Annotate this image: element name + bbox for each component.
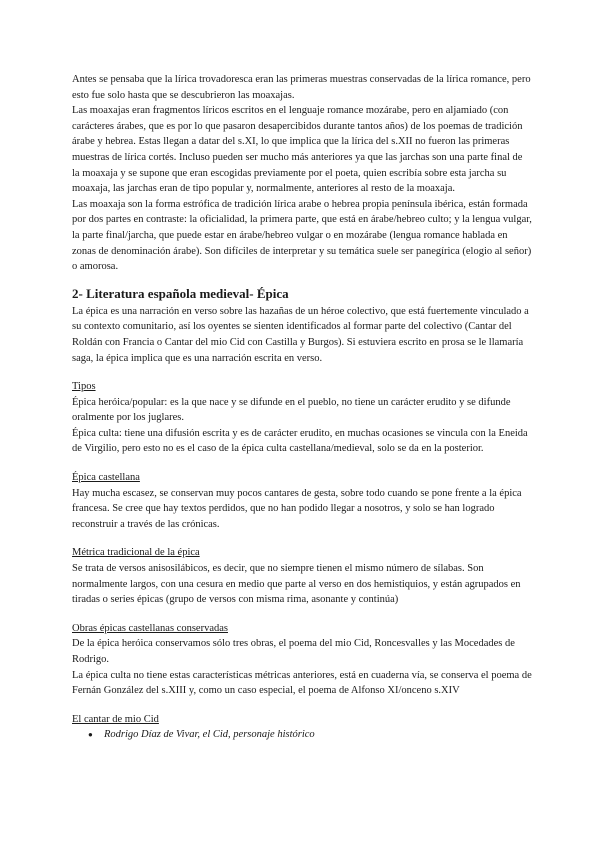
section-intro: La épica es una narración en verso sobre las hazañas de un héroe colectivo, que está fuertemente vinculado a su contexto comunitario, así los oyentes se sienten identificados al formar parte del colectivo (Cantar del Roldán con Francia o Cantar del mio Cid con Castilla y Burgos). Si estuviera escrito en prosa se le llamaría saga, la épica implica que es una narración escrita en verso. bbox=[72, 305, 529, 364]
obras-paragraph-1: De la épica heróica conservamos sólo tres obras, el poema del mio Cid, Roncesvalles y las Mocedades de Rodrigo. bbox=[72, 638, 515, 665]
metrica-paragraph: Se trata de versos anisosilábicos, es decir, que no siempre tienen el mismo número de sílabas. Son normalmente largos, con una cesura en medio que parte al verso en dos hemistiquios, y están agrupados en tiradas o series épicas (grupo de versos con misma rima, asonante y continúa) bbox=[72, 563, 521, 606]
list-item-text: Rodrigo Díaz de Vivar, el Cid, personaje histórico bbox=[104, 729, 315, 741]
subheading-tipos: Tipos bbox=[72, 381, 96, 393]
subheading-metrica: Métrica tradicional de la épica bbox=[72, 547, 200, 559]
intro-paragraph-1: Antes se pensaba que la lírica trovadoresca eran las primeras muestras conservadas de la lírica romance, pero esto fue solo hasta que se descubrieron las moaxajas. bbox=[72, 74, 531, 101]
tipos-paragraph-1: Épica heróica/popular: es la que nace y se difunde en el pueblo, no tiene un carácter erudito y se difunde oralmente por los juglares. bbox=[72, 396, 511, 424]
subheading-cantar-mio-cid: El cantar de mio Cid bbox=[72, 713, 159, 725]
obras-paragraph-2: La épica culta no tiene estas características métricas anteriores, está en cuaderna vía, se conserva el poema de Fernán González del s.XIII y, como un caso especial, el poema de Alfonso XI/onceno s.XIV bbox=[72, 669, 532, 697]
subheading-epica-castellana: Épica castellana bbox=[72, 472, 140, 484]
document-page bbox=[72, 72, 532, 743]
subheading-obras: Obras épicas castellanas conservadas bbox=[72, 622, 228, 634]
list-item bbox=[88, 727, 532, 743]
cid-bullet-list bbox=[72, 727, 532, 743]
castellana-paragraph: Hay mucha escasez, se conservan muy pocos cantares de gesta, sobre todo cuando se pone frente a la épica francesa. Se cree que hay textos perdidos, que no han podido llegar a nosotros, y solo se han logrado reconstruir a través de las crónicas. bbox=[72, 487, 522, 530]
intro-paragraph-2: Las moaxajas eran fragmentos líricos escritos en el lenguaje romance mozárabe, pero en aljamiado (con carácteres árabes, que es por lo que pasaron desapercibidos durante tantos años) de los poemas de tradición árabe y hebrea. Estas llegan a datar del s.XI, lo que implica que la lírica del s.XII no fueron las primeras muestras de lírica cortés. Incluso pueden ser mucho más anteriores ya que las jarchas son una parte final de la moaxaja y se supone que eran escogidas previamente por el poeta, quien escribía sobre esta jarcha su moaxaja, las jarchas eran de tipo popular y, normalmente, anteriores al resto de la moaxaja. bbox=[72, 105, 523, 195]
tipos-paragraph-2: Épica culta: tiene una difusión escrita y es de carácter erudito, en muchas ocasiones se vincula con la Eneida de Virgilio, pero esto no es el caso de la épica culta castellana/medieval, solo se da en la posterior. bbox=[72, 427, 528, 455]
bullet-icon: ● bbox=[88, 730, 93, 740]
section-heading: 2- Literatura española medieval- Épica bbox=[72, 285, 289, 301]
intro-paragraph-3: Las moaxaja son la forma estrófica de tradición lírica arabe o hebrea propia península ibérica, están formada por dos partes en contraste: la oficialidad, la primera parte, que está en árabe/hebreo culto; y la lengua vulgar, la parte final/jarcha, que puede estar en árabe/hebreo vulgar o en mozárabe (lengua romance hablada en zonas de denominación árabe). Son difíciles de interpretar y su temática suele ser panegírica (elogio al señor) o amorosa. bbox=[72, 198, 532, 273]
